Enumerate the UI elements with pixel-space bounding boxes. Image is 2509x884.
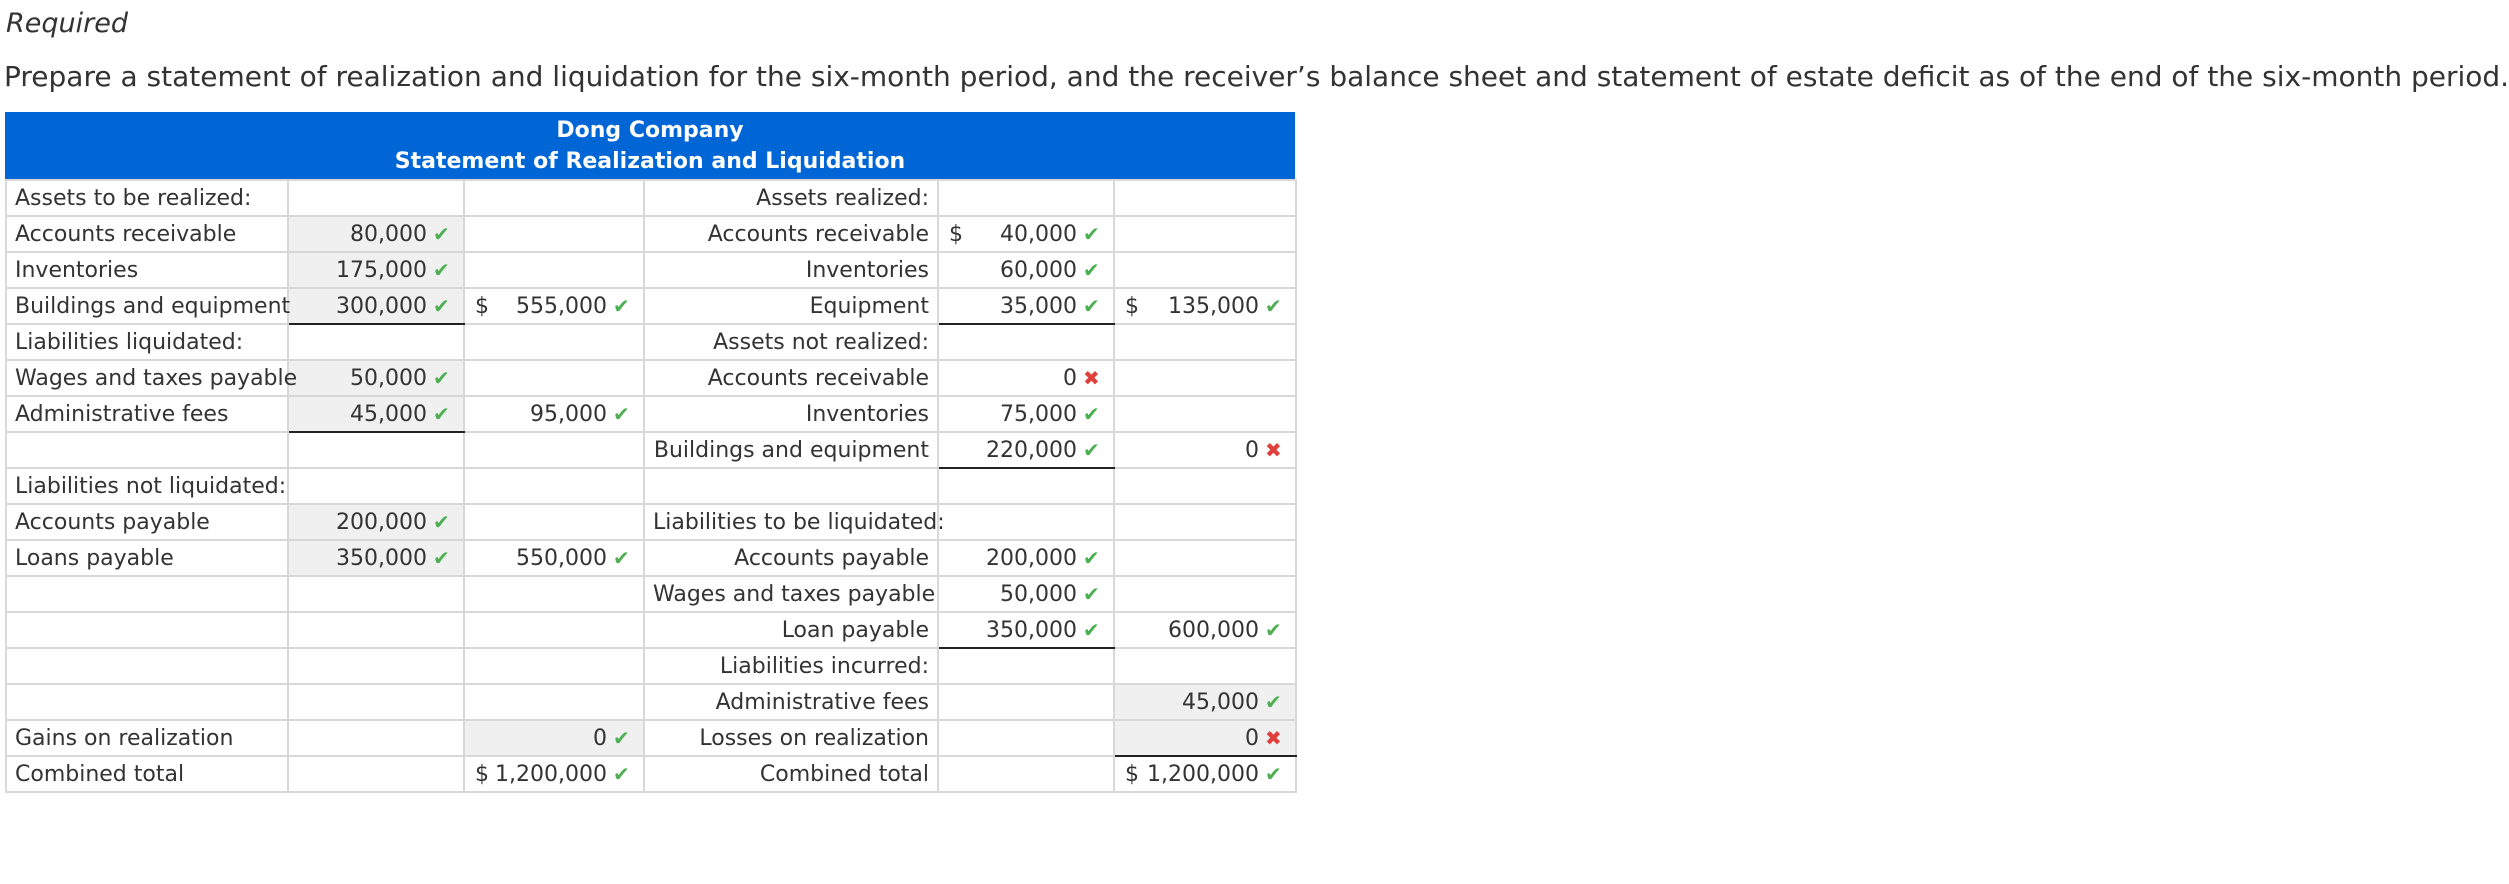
right-label: Accounts receivable bbox=[644, 216, 938, 252]
check-icon: ✔ bbox=[613, 294, 630, 318]
statement-row bbox=[6, 396, 1296, 432]
amount-cell-d bbox=[1114, 180, 1296, 216]
amount-cell-a bbox=[288, 180, 464, 216]
cross-icon: ✖ bbox=[1083, 366, 1100, 390]
amount-value: 80,000 bbox=[350, 221, 427, 247]
check-icon: ✔ bbox=[433, 366, 450, 390]
amount-cell-a[interactable] bbox=[288, 252, 464, 288]
check-icon: ✔ bbox=[613, 762, 630, 786]
right-label: Liabilities to be liquidated: bbox=[644, 504, 938, 540]
amount-cell-b bbox=[464, 324, 644, 360]
amount-value: 555,000 bbox=[516, 293, 607, 319]
required-heading: Required bbox=[6, 8, 128, 39]
amount-cell-c bbox=[938, 648, 1114, 684]
right-label: Loan payable bbox=[644, 612, 938, 648]
amount-value: 350,000 bbox=[986, 617, 1077, 643]
right-label: Liabilities incurred: bbox=[644, 648, 938, 684]
amount-value: 40,000 bbox=[1000, 221, 1077, 247]
amount-cell-a[interactable] bbox=[288, 396, 464, 432]
statement-rows bbox=[6, 180, 1296, 792]
check-icon: ✔ bbox=[433, 222, 450, 246]
amount-value: 0 bbox=[1245, 437, 1259, 463]
dollar-sign: $ bbox=[475, 761, 489, 787]
amount-cell-d bbox=[1114, 648, 1296, 684]
amount-cell-c[interactable] bbox=[938, 396, 1114, 432]
amount-cell-c bbox=[938, 180, 1114, 216]
amount-cell-c bbox=[938, 468, 1114, 504]
check-icon: ✔ bbox=[613, 546, 630, 570]
check-icon: ✔ bbox=[1083, 618, 1100, 642]
statement-row bbox=[6, 504, 1296, 540]
check-icon: ✔ bbox=[1083, 222, 1100, 246]
amount-value: 45,000 bbox=[350, 401, 427, 427]
amount-value: 95,000 bbox=[530, 401, 607, 427]
amount-cell-c bbox=[938, 684, 1114, 720]
amount-cell-b[interactable] bbox=[464, 288, 644, 324]
left-label: Buildings and equipment bbox=[6, 288, 288, 324]
statement-row bbox=[6, 720, 1296, 756]
amount-cell-c bbox=[938, 756, 1114, 792]
left-label: Liabilities not liquidated: bbox=[6, 468, 288, 504]
check-icon: ✔ bbox=[613, 726, 630, 750]
amount-cell-d bbox=[1114, 540, 1296, 576]
company-name: Dong Company bbox=[556, 117, 744, 143]
amount-cell-b bbox=[464, 180, 644, 216]
statement-row bbox=[6, 180, 1296, 216]
amount-cell-a bbox=[288, 756, 464, 792]
amount-cell-b bbox=[464, 684, 644, 720]
amount-value: 220,000 bbox=[986, 437, 1077, 463]
amount-value: 200,000 bbox=[336, 509, 427, 535]
dollar-sign: $ bbox=[949, 221, 963, 247]
check-icon: ✔ bbox=[1083, 402, 1100, 426]
statement-row bbox=[6, 360, 1296, 396]
statement-table bbox=[5, 179, 1297, 793]
amount-value: 75,000 bbox=[1000, 401, 1077, 427]
left-label: Wages and taxes payable bbox=[6, 360, 288, 396]
statement-title: Statement of Realization and Liquidation bbox=[394, 148, 906, 174]
statement-row bbox=[6, 540, 1296, 576]
left-label bbox=[6, 432, 288, 468]
right-label: Combined total bbox=[644, 756, 938, 792]
left-label bbox=[6, 648, 288, 684]
amount-cell-c[interactable] bbox=[938, 360, 1114, 396]
amount-value: 1,200,000 bbox=[495, 761, 607, 787]
amount-cell-a bbox=[288, 468, 464, 504]
amount-cell-b bbox=[464, 432, 644, 468]
statement-row bbox=[6, 648, 1296, 684]
right-label: Accounts receivable bbox=[644, 360, 938, 396]
amount-cell-a[interactable] bbox=[288, 504, 464, 540]
amount-cell-c[interactable] bbox=[938, 288, 1114, 324]
right-label bbox=[644, 468, 938, 504]
amount-cell-b bbox=[464, 576, 644, 612]
amount-cell-d[interactable] bbox=[1114, 684, 1296, 720]
amount-cell-d bbox=[1114, 576, 1296, 612]
amount-value: 600,000 bbox=[1168, 617, 1259, 643]
amount-value: 50,000 bbox=[1000, 581, 1077, 607]
amount-cell-d[interactable] bbox=[1114, 756, 1296, 792]
amount-cell-c[interactable] bbox=[938, 252, 1114, 288]
check-icon: ✔ bbox=[433, 258, 450, 282]
amount-cell-d bbox=[1114, 360, 1296, 396]
amount-cell-c[interactable] bbox=[938, 576, 1114, 612]
statement-header bbox=[5, 112, 1295, 179]
amount-cell-d[interactable] bbox=[1114, 288, 1296, 324]
amount-cell-a[interactable] bbox=[288, 360, 464, 396]
amount-cell-d bbox=[1114, 468, 1296, 504]
amount-value: 0 bbox=[1245, 725, 1259, 751]
check-icon: ✔ bbox=[1265, 618, 1282, 642]
amount-cell-a[interactable] bbox=[288, 288, 464, 324]
amount-value: 350,000 bbox=[336, 545, 427, 571]
amount-cell-b bbox=[464, 648, 644, 684]
statement-row bbox=[6, 612, 1296, 648]
amount-cell-b bbox=[464, 612, 644, 648]
check-icon: ✔ bbox=[613, 402, 630, 426]
check-icon: ✔ bbox=[1083, 258, 1100, 282]
statement-row bbox=[6, 288, 1296, 324]
amount-cell-b[interactable] bbox=[464, 396, 644, 432]
amount-cell-a bbox=[288, 324, 464, 360]
amount-cell-c[interactable] bbox=[938, 432, 1114, 468]
left-label: Accounts payable bbox=[6, 504, 288, 540]
left-label: Inventories bbox=[6, 252, 288, 288]
amount-cell-b bbox=[464, 468, 644, 504]
statement-row bbox=[6, 576, 1296, 612]
left-label: Assets to be realized: bbox=[6, 180, 288, 216]
amount-cell-d bbox=[1114, 324, 1296, 360]
amount-cell-d[interactable] bbox=[1114, 612, 1296, 648]
amount-cell-c[interactable] bbox=[938, 612, 1114, 648]
amount-cell-c[interactable] bbox=[938, 540, 1114, 576]
amount-cell-b bbox=[464, 216, 644, 252]
statement-row bbox=[6, 468, 1296, 504]
instruction-text: Prepare a statement of realization and liquidation for the six-month period, and the receiver’s balance sheet and statement of estate deficit as of the end of the six-month period. bbox=[4, 60, 2509, 93]
left-label: Gains on realization bbox=[6, 720, 288, 756]
right-label: Accounts payable bbox=[644, 540, 938, 576]
amount-cell-a bbox=[288, 720, 464, 756]
check-icon: ✔ bbox=[433, 546, 450, 570]
left-label bbox=[6, 684, 288, 720]
amount-cell-a bbox=[288, 648, 464, 684]
left-label bbox=[6, 612, 288, 648]
amount-cell-d bbox=[1114, 216, 1296, 252]
amount-cell-a[interactable] bbox=[288, 540, 464, 576]
check-icon: ✔ bbox=[1265, 294, 1282, 318]
check-icon: ✔ bbox=[1265, 690, 1282, 714]
amount-cell-a bbox=[288, 612, 464, 648]
amount-cell-a bbox=[288, 432, 464, 468]
right-label: Inventories bbox=[644, 396, 938, 432]
amount-cell-a bbox=[288, 684, 464, 720]
amount-value: 45,000 bbox=[1182, 689, 1259, 715]
amount-cell-a bbox=[288, 576, 464, 612]
right-label: Wages and taxes payable bbox=[644, 576, 938, 612]
amount-value: 135,000 bbox=[1168, 293, 1259, 319]
amount-cell-c[interactable] bbox=[938, 216, 1114, 252]
amount-cell-d bbox=[1114, 396, 1296, 432]
check-icon: ✔ bbox=[1083, 582, 1100, 606]
right-label: Equipment bbox=[644, 288, 938, 324]
amount-cell-b[interactable] bbox=[464, 756, 644, 792]
right-label: Assets not realized: bbox=[644, 324, 938, 360]
amount-value: 200,000 bbox=[986, 545, 1077, 571]
amount-value: 0 bbox=[1063, 365, 1077, 391]
cross-icon: ✖ bbox=[1265, 438, 1282, 462]
amount-value: 35,000 bbox=[1000, 293, 1077, 319]
amount-cell-d bbox=[1114, 504, 1296, 540]
amount-cell-a[interactable] bbox=[288, 216, 464, 252]
amount-cell-b bbox=[464, 504, 644, 540]
left-label: Loans payable bbox=[6, 540, 288, 576]
amount-value: 0 bbox=[593, 725, 607, 751]
statement-row bbox=[6, 252, 1296, 288]
left-label: Accounts receivable bbox=[6, 216, 288, 252]
right-label: Buildings and equipment bbox=[644, 432, 938, 468]
right-label: Assets realized: bbox=[644, 180, 938, 216]
amount-cell-b[interactable] bbox=[464, 540, 644, 576]
amount-cell-d[interactable] bbox=[1114, 720, 1296, 756]
amount-cell-d bbox=[1114, 252, 1296, 288]
dollar-sign: $ bbox=[1125, 761, 1139, 787]
amount-value: 1,200,000 bbox=[1147, 761, 1259, 787]
right-label: Inventories bbox=[644, 252, 938, 288]
check-icon: ✔ bbox=[433, 510, 450, 534]
dollar-sign: $ bbox=[475, 293, 489, 319]
check-icon: ✔ bbox=[1083, 438, 1100, 462]
amount-value: 60,000 bbox=[1000, 257, 1077, 283]
amount-cell-b bbox=[464, 252, 644, 288]
left-label: Liabilities liquidated: bbox=[6, 324, 288, 360]
right-label: Losses on realization bbox=[644, 720, 938, 756]
dollar-sign: $ bbox=[1125, 293, 1139, 319]
check-icon: ✔ bbox=[1265, 762, 1282, 786]
check-icon: ✔ bbox=[1083, 546, 1100, 570]
check-icon: ✔ bbox=[433, 402, 450, 426]
amount-value: 550,000 bbox=[516, 545, 607, 571]
amount-cell-d[interactable] bbox=[1114, 432, 1296, 468]
check-icon: ✔ bbox=[1083, 294, 1100, 318]
statement-row bbox=[6, 432, 1296, 468]
amount-cell-c bbox=[938, 720, 1114, 756]
amount-cell-b bbox=[464, 360, 644, 396]
statement-row bbox=[6, 216, 1296, 252]
statement-sheet bbox=[5, 112, 1295, 793]
statement-row bbox=[6, 684, 1296, 720]
statement-row bbox=[6, 324, 1296, 360]
amount-cell-c bbox=[938, 504, 1114, 540]
amount-cell-b[interactable] bbox=[464, 720, 644, 756]
right-label: Administrative fees bbox=[644, 684, 938, 720]
left-label: Administrative fees bbox=[6, 396, 288, 432]
statement-row bbox=[6, 756, 1296, 792]
amount-value: 175,000 bbox=[336, 257, 427, 283]
cross-icon: ✖ bbox=[1265, 726, 1282, 750]
left-label: Combined total bbox=[6, 756, 288, 792]
left-label bbox=[6, 576, 288, 612]
check-icon: ✔ bbox=[433, 294, 450, 318]
amount-value: 50,000 bbox=[350, 365, 427, 391]
amount-cell-c bbox=[938, 324, 1114, 360]
amount-value: 300,000 bbox=[336, 293, 427, 319]
